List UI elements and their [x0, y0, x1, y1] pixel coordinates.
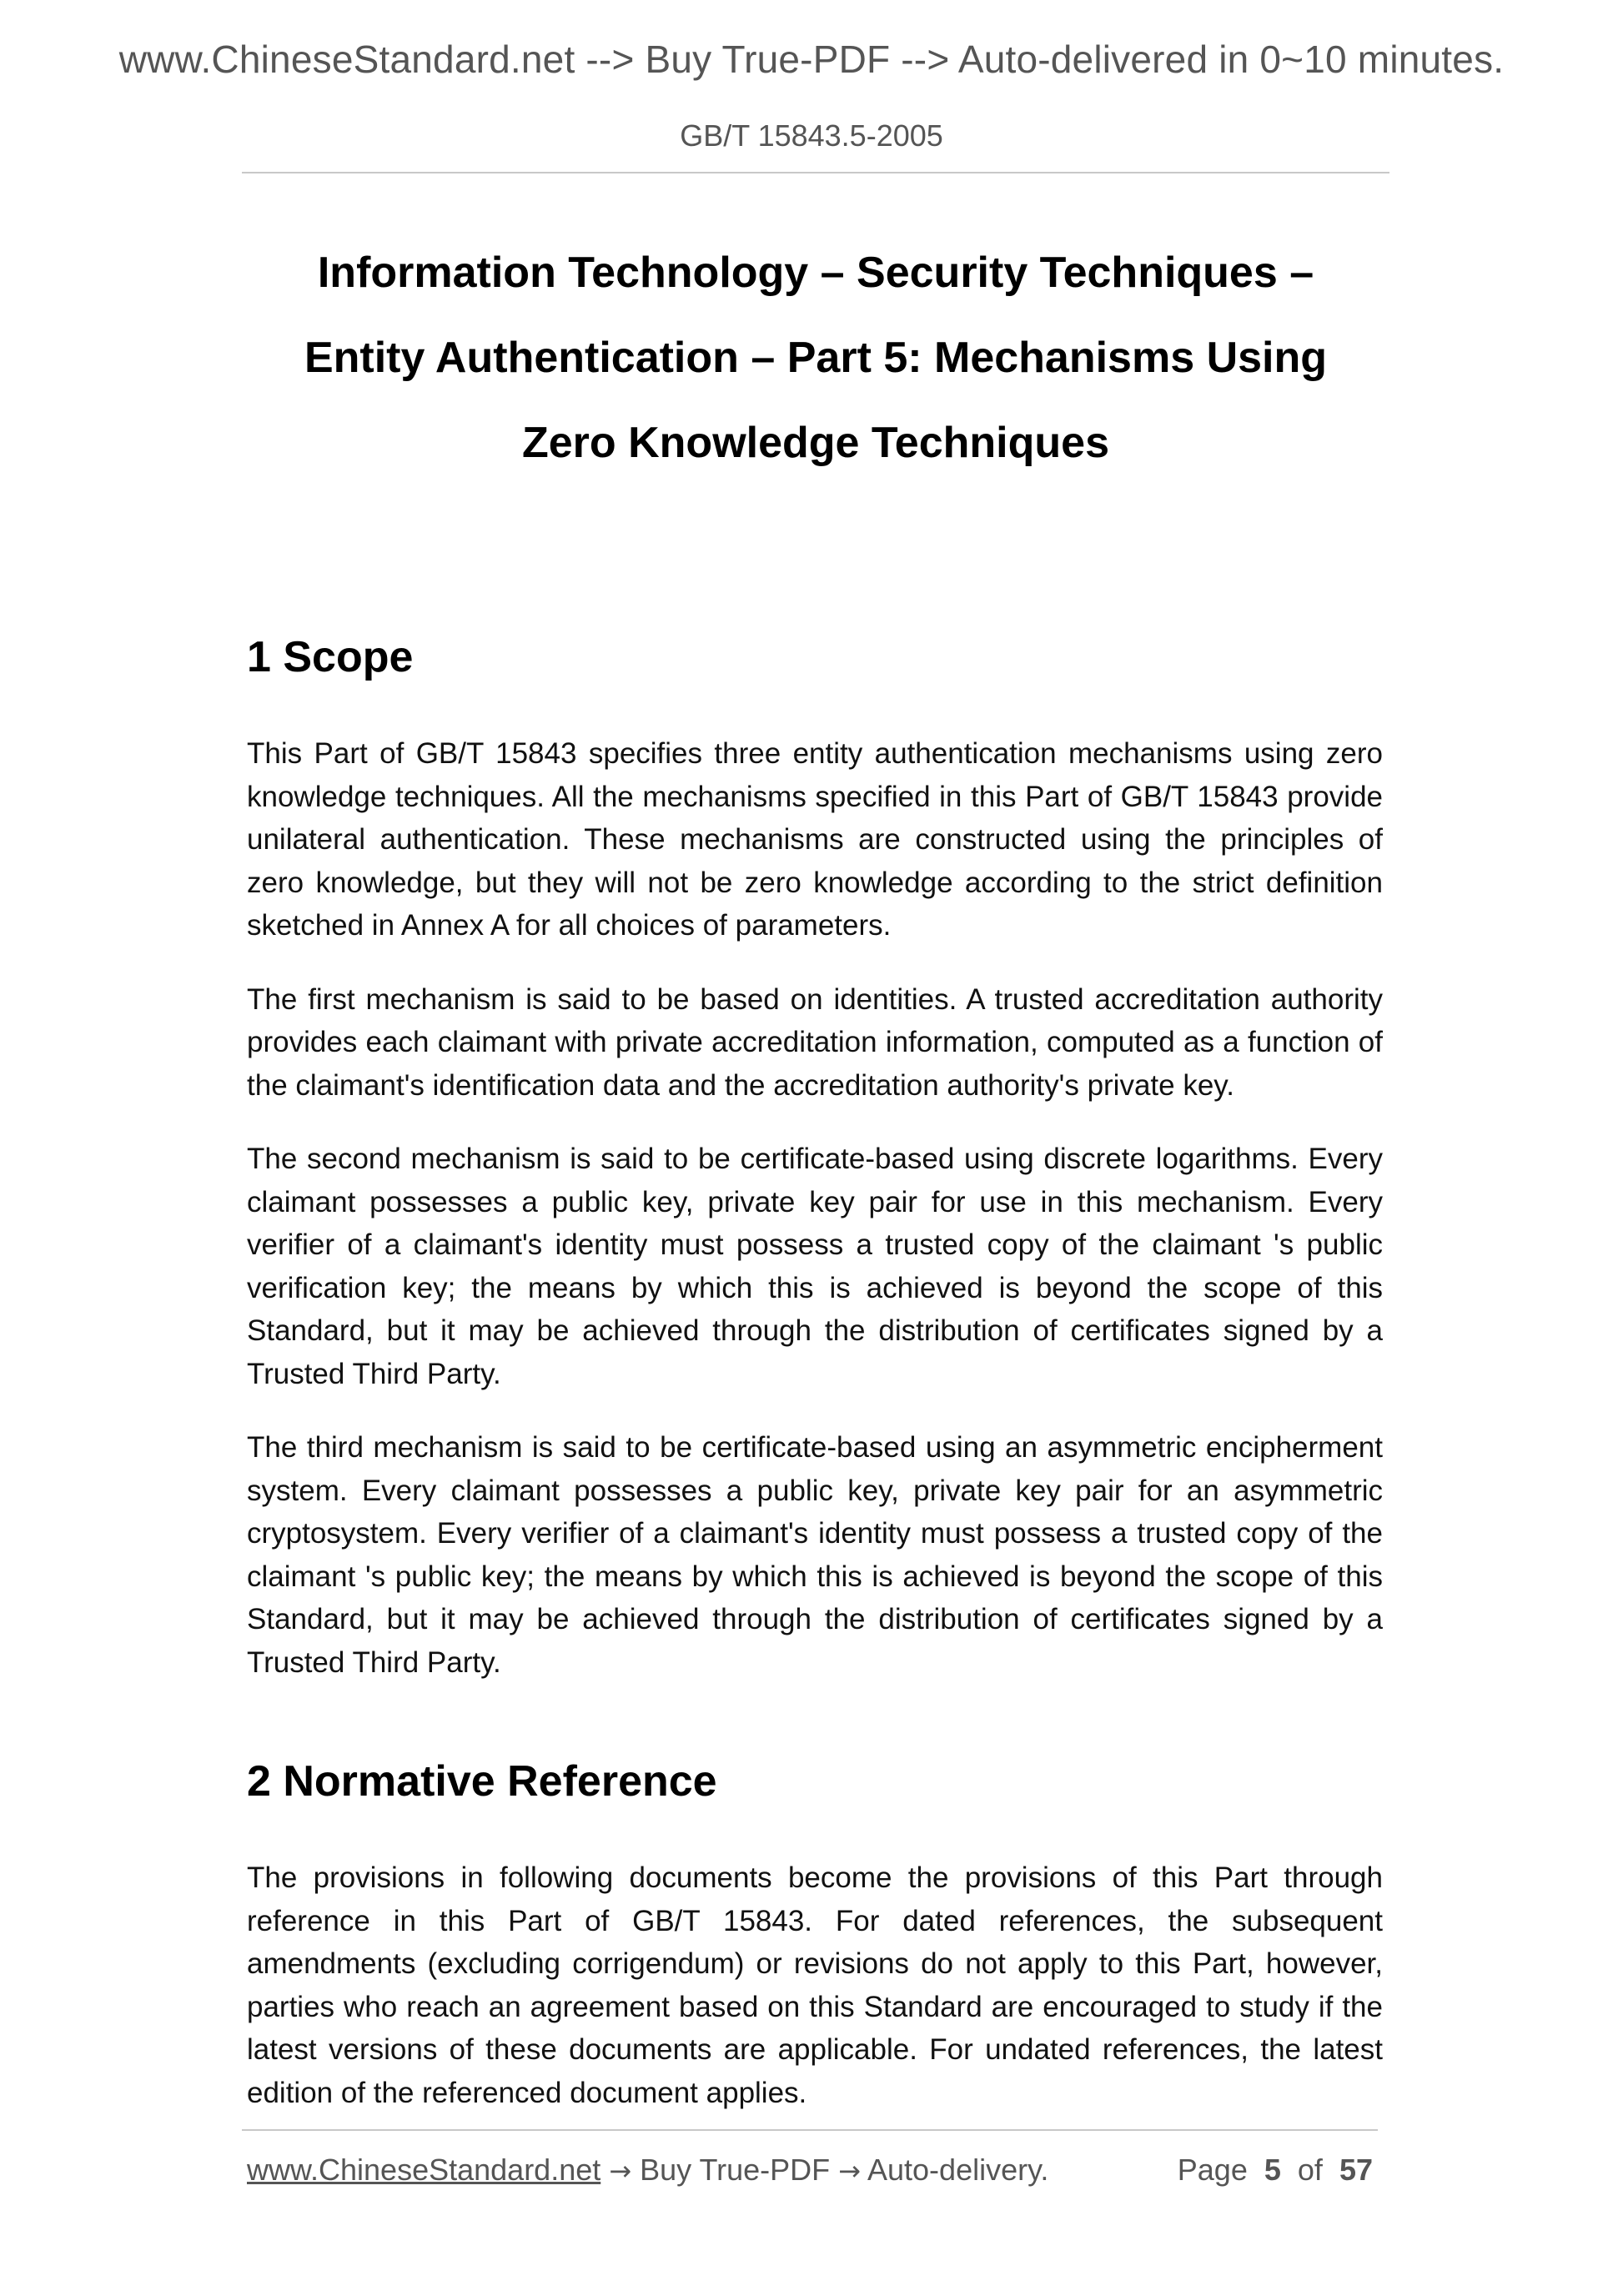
scope-paragraph-1: This Part of GB/T 15843 specifies three entity authentication mechanisms using zero knowledge techniques. All the mechanisms specified in this Part of GB/T 15843 provide unilateral authentication. These mechanisms are constructed using the principles of zero knowledge, but they will not be zero knowledge according to the strict definition sketched in Annex A for all choices of parameters.	[247, 737, 1383, 942]
footer-site-link[interactable]: www.ChineseStandard.net	[247, 2153, 601, 2187]
page-total: 57	[1339, 2153, 1373, 2187]
title-line-3: Zero Knowledge Techniques	[521, 419, 1109, 467]
section-heading-normative-reference: 2 Normative Reference	[247, 1757, 717, 1806]
scope-paragraph-2: The first mechanism is said to be based on identities. A trusted accreditation authority provides each claimant with private accreditation information, computed as a function of the claimant's identification data and the accreditation authority's private key.	[247, 982, 1383, 1102]
page-of-label: of	[1297, 2153, 1323, 2187]
footer-buy-text: Buy True-PDF	[640, 2153, 831, 2187]
page-footer	[247, 2153, 1378, 2188]
normative-reference-paragraph-1: The provisions in following documents become the provisions of this Part through reference in this Part of GB/T 15843. For dated references, the subsequent amendments (excluding corrigendum) or revisions do not apply to this Part, however, parties who reach an agreement based on this Standard are encouraged to study if the latest versions of these documents are applicable. For undated references, the latest edition of the referenced document applies.	[247, 1861, 1383, 2109]
standard-code-header: GB/T 15843.5-2005	[680, 118, 943, 153]
section-heading-scope: 1 Scope	[247, 633, 414, 681]
scope-paragraph-4: The third mechanism is said to be certificate-based using an asymmetric encipherment system. Every claimant possesses a public key, private key pair for an asymmetric cryptosystem. Every verifier of a claimant's identity must possess a trusted copy of the claimant 's public key; the means by which this is achieved is beyond the scope of this Standard, but it may be achieved through the distribution of certificates signed by a Trusted Third Party.	[247, 1431, 1383, 1679]
page-current: 5	[1264, 2153, 1281, 2187]
footer-divider	[242, 2129, 1378, 2131]
document-title	[242, 230, 1389, 485]
header-divider	[242, 172, 1389, 173]
right-arrow-icon: →	[609, 2155, 632, 2187]
right-arrow-icon: →	[838, 2155, 861, 2187]
section-normative-reference	[247, 1755, 1383, 1808]
title-line-1: Information Technology – Security Techniques –	[317, 249, 1314, 297]
page-label: Page	[1177, 2153, 1248, 2187]
section-normative-reference-body	[247, 1856, 1383, 2145]
footer-delivery-text: Auto-delivery.	[867, 2153, 1049, 2187]
scope-paragraph-3: The second mechanism is said to be certificate-based using discrete logarithms. Every claimant possesses a public key, private key pair for use in this mechanism. Every verifier of a claimant's identity must possess a trusted copy of the claimant 's public verification key; the means by which this is achieved is beyond the scope of this Standard, but it may be achieved through the distribution of certificates signed by a Trusted Third Party.	[247, 1143, 1383, 1390]
title-line-2: Entity Authentication – Part 5: Mechanisms Using	[304, 334, 1328, 382]
promo-banner: www.ChineseStandard.net --> Buy True-PDF --> Auto-delivered in 0~10 minutes.	[118, 38, 1505, 81]
page-number	[1178, 2153, 1373, 2188]
section-scope	[247, 631, 1383, 684]
section-scope-body	[247, 732, 1383, 1715]
